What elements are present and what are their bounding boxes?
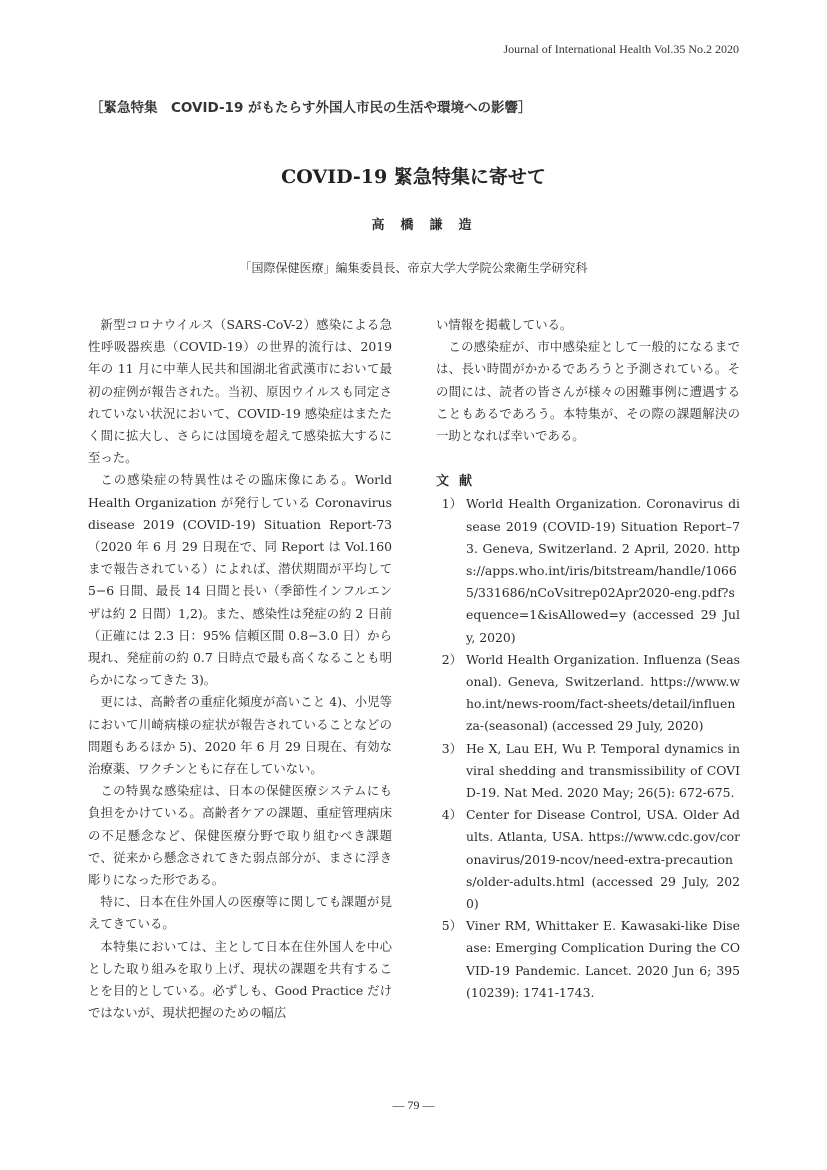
reference-item (436, 915, 740, 1004)
page-number: — 79 — (392, 1098, 435, 1112)
reference-number: 5） (441, 918, 462, 934)
reference-number: 3） (441, 740, 462, 756)
body-column-right (436, 314, 740, 1004)
body-paragraph: 新型コロナウイルス（SARS-CoV-2）感染による急性呼吸器疾患（COVID-19）の世界的流行は、2019 年の 11 月に中華人民共和国湖北省武漢市において最初の症例が報告された。当初、原因ウイルスも同定されていない状況において、COVID-19 感染症はまたたく間に拡大し、さらには国境を超えて感染拡大するに至った。 (88, 317, 392, 466)
body-paragraph: い情報を掲載している。 (436, 317, 573, 332)
reference-item (436, 804, 740, 915)
reference-number: 4） (441, 807, 462, 823)
reference-text: World Health Organization. Coronavirus disease 2019 (COVID-19) Situation Report–73. Geneva, Switzerland. 2 April, 2020. https://apps.who.int/iris/bitstream/handle/10665/331686/nCoVsitrep02Apr2020-eng.pdf?sequence=1&isAllowed=y (accessed 29 July, 2020) (466, 496, 740, 645)
reference-number: 2） (441, 651, 462, 667)
body-paragraph: この感染症の特異性はその臨床像にある。World Health Organization が発行している Coronavirus disease 2019 (COVID-19) Situation Report-73（2020 年 6 月 29 日現在で、同 Report は Vol.160 まで報告されている）によれば、潜伏期間が平均して 5−6 日間、最長 14 日間と長い（季節性インフルエンザは約 2 日間）1,2)。また、感染性は発症の約 2 日前（正確には 2.3 日：95% 信頼区間 0.8−3.0 日）から現れ、発症前の約 0.7 日時点で最も高くなることも明らかになってきた 3)。 (88, 472, 392, 688)
reference-text: Center for Disease Control, USA. Older Adults. Atlanta, USA. https://www.cdc.gov/coronavirus/2019-ncov/need-extra-precautions/older-adults.html (accessed 29 July, 2020) (466, 807, 740, 912)
reference-item (436, 649, 740, 738)
references-heading: 文献 (436, 474, 483, 490)
special-issue-label: ［緊急特集 COVID-19 がもたらす外国人市民の生活や環境への影響］ (90, 100, 532, 116)
journal-header: Journal of International Health Vol.35 No.2 2020 (503, 42, 739, 56)
author-affiliation: 「国際保健医療」編集委員長、帝京大学大学院公衆衛生学研究科 (239, 261, 588, 275)
reference-text: Viner RM, Whittaker E. Kawasaki-like Disease: Emerging Complication During the COVID-19 Pandemic. Lancet. 2020 Jun 6; 395(10239): 1741-1743. (466, 918, 740, 1000)
author-name: 高橋謙造 (371, 218, 488, 233)
reference-number: 1） (441, 496, 462, 512)
body-paragraph: この特異な感染症は、日本の保健医療システムにも負担をかけている。高齢者ケアの課題、重症管理病床の不足懸念など、保健医療分野で取り組むべき課題で、従来から懸念されてきた弱点部分が、まさに浮き彫りになった形である。 (88, 783, 392, 888)
body-column-left (88, 314, 392, 1025)
reference-text: World Health Organization. Influenza (Seasonal). Geneva, Switzerland. https://www.who.int/news-room/fact-sheets/detail/influenza-(seasonal) (accessed 29 July, 2020) (466, 651, 740, 734)
article-title: COVID-19 緊急特集に寄せて (281, 166, 546, 188)
body-paragraph: 更には、高齢者の重症化頻度が高いこと 4)、小児等において川崎病様の症状が報告されていることなどの問題もあるほか 5)、2020 年 6 月 29 日現在、有効な治療薬、ワクチンともに存在していない。 (88, 694, 392, 777)
body-paragraph: この感染症が、市中感染症として一般的になるまでは、長い時間がかかるであろうと予測されている。その間には、読者の皆さんが様々の困難事例に遭遇することもあるであろう。本特集が、その際の課題解決の一助となれば幸いである。 (436, 339, 740, 444)
reference-item (436, 738, 740, 805)
body-paragraph: 本特集においては、主として日本在住外国人を中心とした取り組みを取り上げ、現状の課題を共有することを目的としている。必ずしも、Good Practice だけではないが、現状把握のための幅広 (88, 938, 392, 1021)
reference-text: He X, Lau EH, Wu P. Temporal dynamics in viral shedding and transmissibility of COVID-19. Nat Med. 2020 May; 26(5): 672-675. (466, 740, 740, 801)
references-list (436, 493, 740, 1004)
body-paragraph: 特に、日本在住外国人の医療等に関しても課題が見えてきている。 (88, 894, 392, 932)
reference-item (436, 493, 740, 648)
